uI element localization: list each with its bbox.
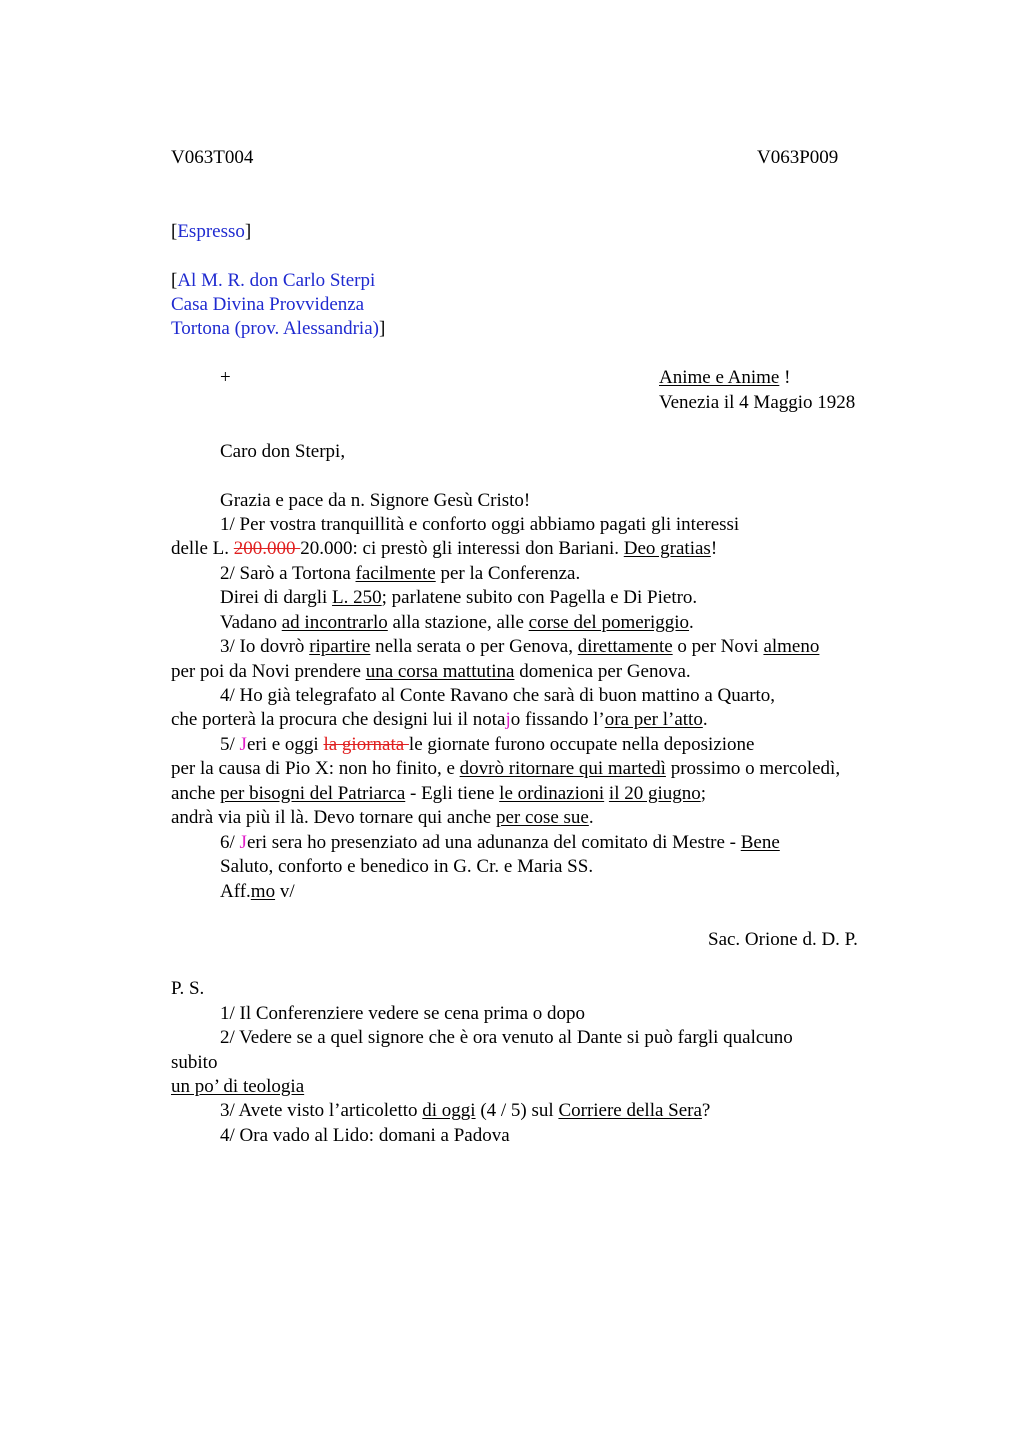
cross-symbol: + (220, 367, 231, 388)
recipient-house: Casa Divina Provvidenza (171, 294, 365, 315)
transmission-text: Espresso (177, 221, 245, 242)
transmission-note: [Espresso] (171, 221, 252, 242)
postscript-item-3: 3/ Avete visto l’articoletto di oggi (4 / 5) sul Corriere della Sera? (220, 1100, 711, 1121)
paragraph-6: 6/ Jeri sera ho presenziato ad una adunanza del comitato di Mestre - Bene (220, 832, 780, 853)
paragraph-2-line-3: Vadano ad incontrarlo alla stazione, alle corse del pomeriggio. (220, 612, 694, 633)
affectionately: Aff.mo v/ (220, 881, 295, 902)
document-code-right: V063P009 (757, 147, 839, 168)
postscript-item-2: 2/ Vedere se a quel signore che è ora venuto al Dante si può fargli qualcuno (220, 1027, 793, 1048)
paragraph-1-line-2: delle L. 200.000 20.000: ci prestò gli interessi don Bariani. Deo gratias! (171, 538, 718, 559)
paragraph-5-line-3: anche per bisogni del Patriarca - Egli tiene le ordinazioni il 20 giugno; (171, 783, 707, 804)
paragraph-4-line-2: che porterà la procura che designi lui il notajo fissando l’ora per l’atto. (171, 709, 708, 730)
paragraph-5-line-1: 5/ Jeri e oggi la giornata le giornate furono occupate nella deposizione (220, 734, 755, 755)
paragraph-4-line-1: 4/ Ho già telegrafato al Conte Ravano che sarà di buon mattino a Quarto, (220, 685, 776, 706)
paragraph-5-line-4: andrà via più il là. Devo tornare qui anche per cose sue. (171, 807, 594, 828)
signature: Sac. Orione d. D. P. (708, 929, 858, 950)
deleted-amount: 200.000 (233, 538, 301, 559)
postscript-item-2-cont: subito (171, 1052, 218, 1073)
postscript-item-4: 4/ Ora vado al Lido: domani a Padova (220, 1125, 510, 1146)
paragraph-1-line-1: 1/ Per vostra tranquillità e conforto oggi abbiamo pagati gli interessi (220, 514, 740, 535)
postscript-item-1: 1/ Il Conferenziere vedere se cena prima o dopo (220, 1003, 586, 1024)
paragraph-2-line-2: Direi di dargli L. 250; parlatene subito con Pagella e Di Pietro. (220, 587, 698, 608)
motto: Anime e Anime ! (659, 367, 791, 388)
greeting: Grazia e pace da n. Signore Gesù Cristo! (220, 490, 531, 511)
deleted-phrase: la giornata (323, 734, 409, 755)
postscript-item-2-cont-2: un po’ di teologia (171, 1076, 305, 1097)
paragraph-3-line-1: 3/ Io dovrò ripartire nella serata o per Genova, direttamente o per Novi almeno (220, 636, 820, 657)
place-date: Venezia il 4 Maggio 1928 (659, 392, 856, 413)
document-code-left: V063T004 (171, 147, 254, 168)
paragraph-5-line-2: per la causa di Pio X: non ho finito, e dovrò ritornare qui martedì prossimo o mercoledì, (171, 758, 841, 779)
salutation: Caro don Sterpi, (220, 441, 346, 462)
recipient-name: [Al M. R. don Carlo Sterpi (171, 270, 376, 291)
blessing: Saluto, conforto e benedico in G. Cr. e Maria SS. (220, 856, 594, 877)
postscript-label: P. S. (171, 978, 205, 999)
paragraph-2-line-1: 2/ Sarò a Tortona facilmente per la Conferenza. (220, 563, 581, 584)
recipient-city: Tortona (prov. Alessandria)] (171, 318, 386, 339)
paragraph-3-line-2: per poi da Novi prendere una corsa mattutina domenica per Genova. (171, 661, 691, 682)
